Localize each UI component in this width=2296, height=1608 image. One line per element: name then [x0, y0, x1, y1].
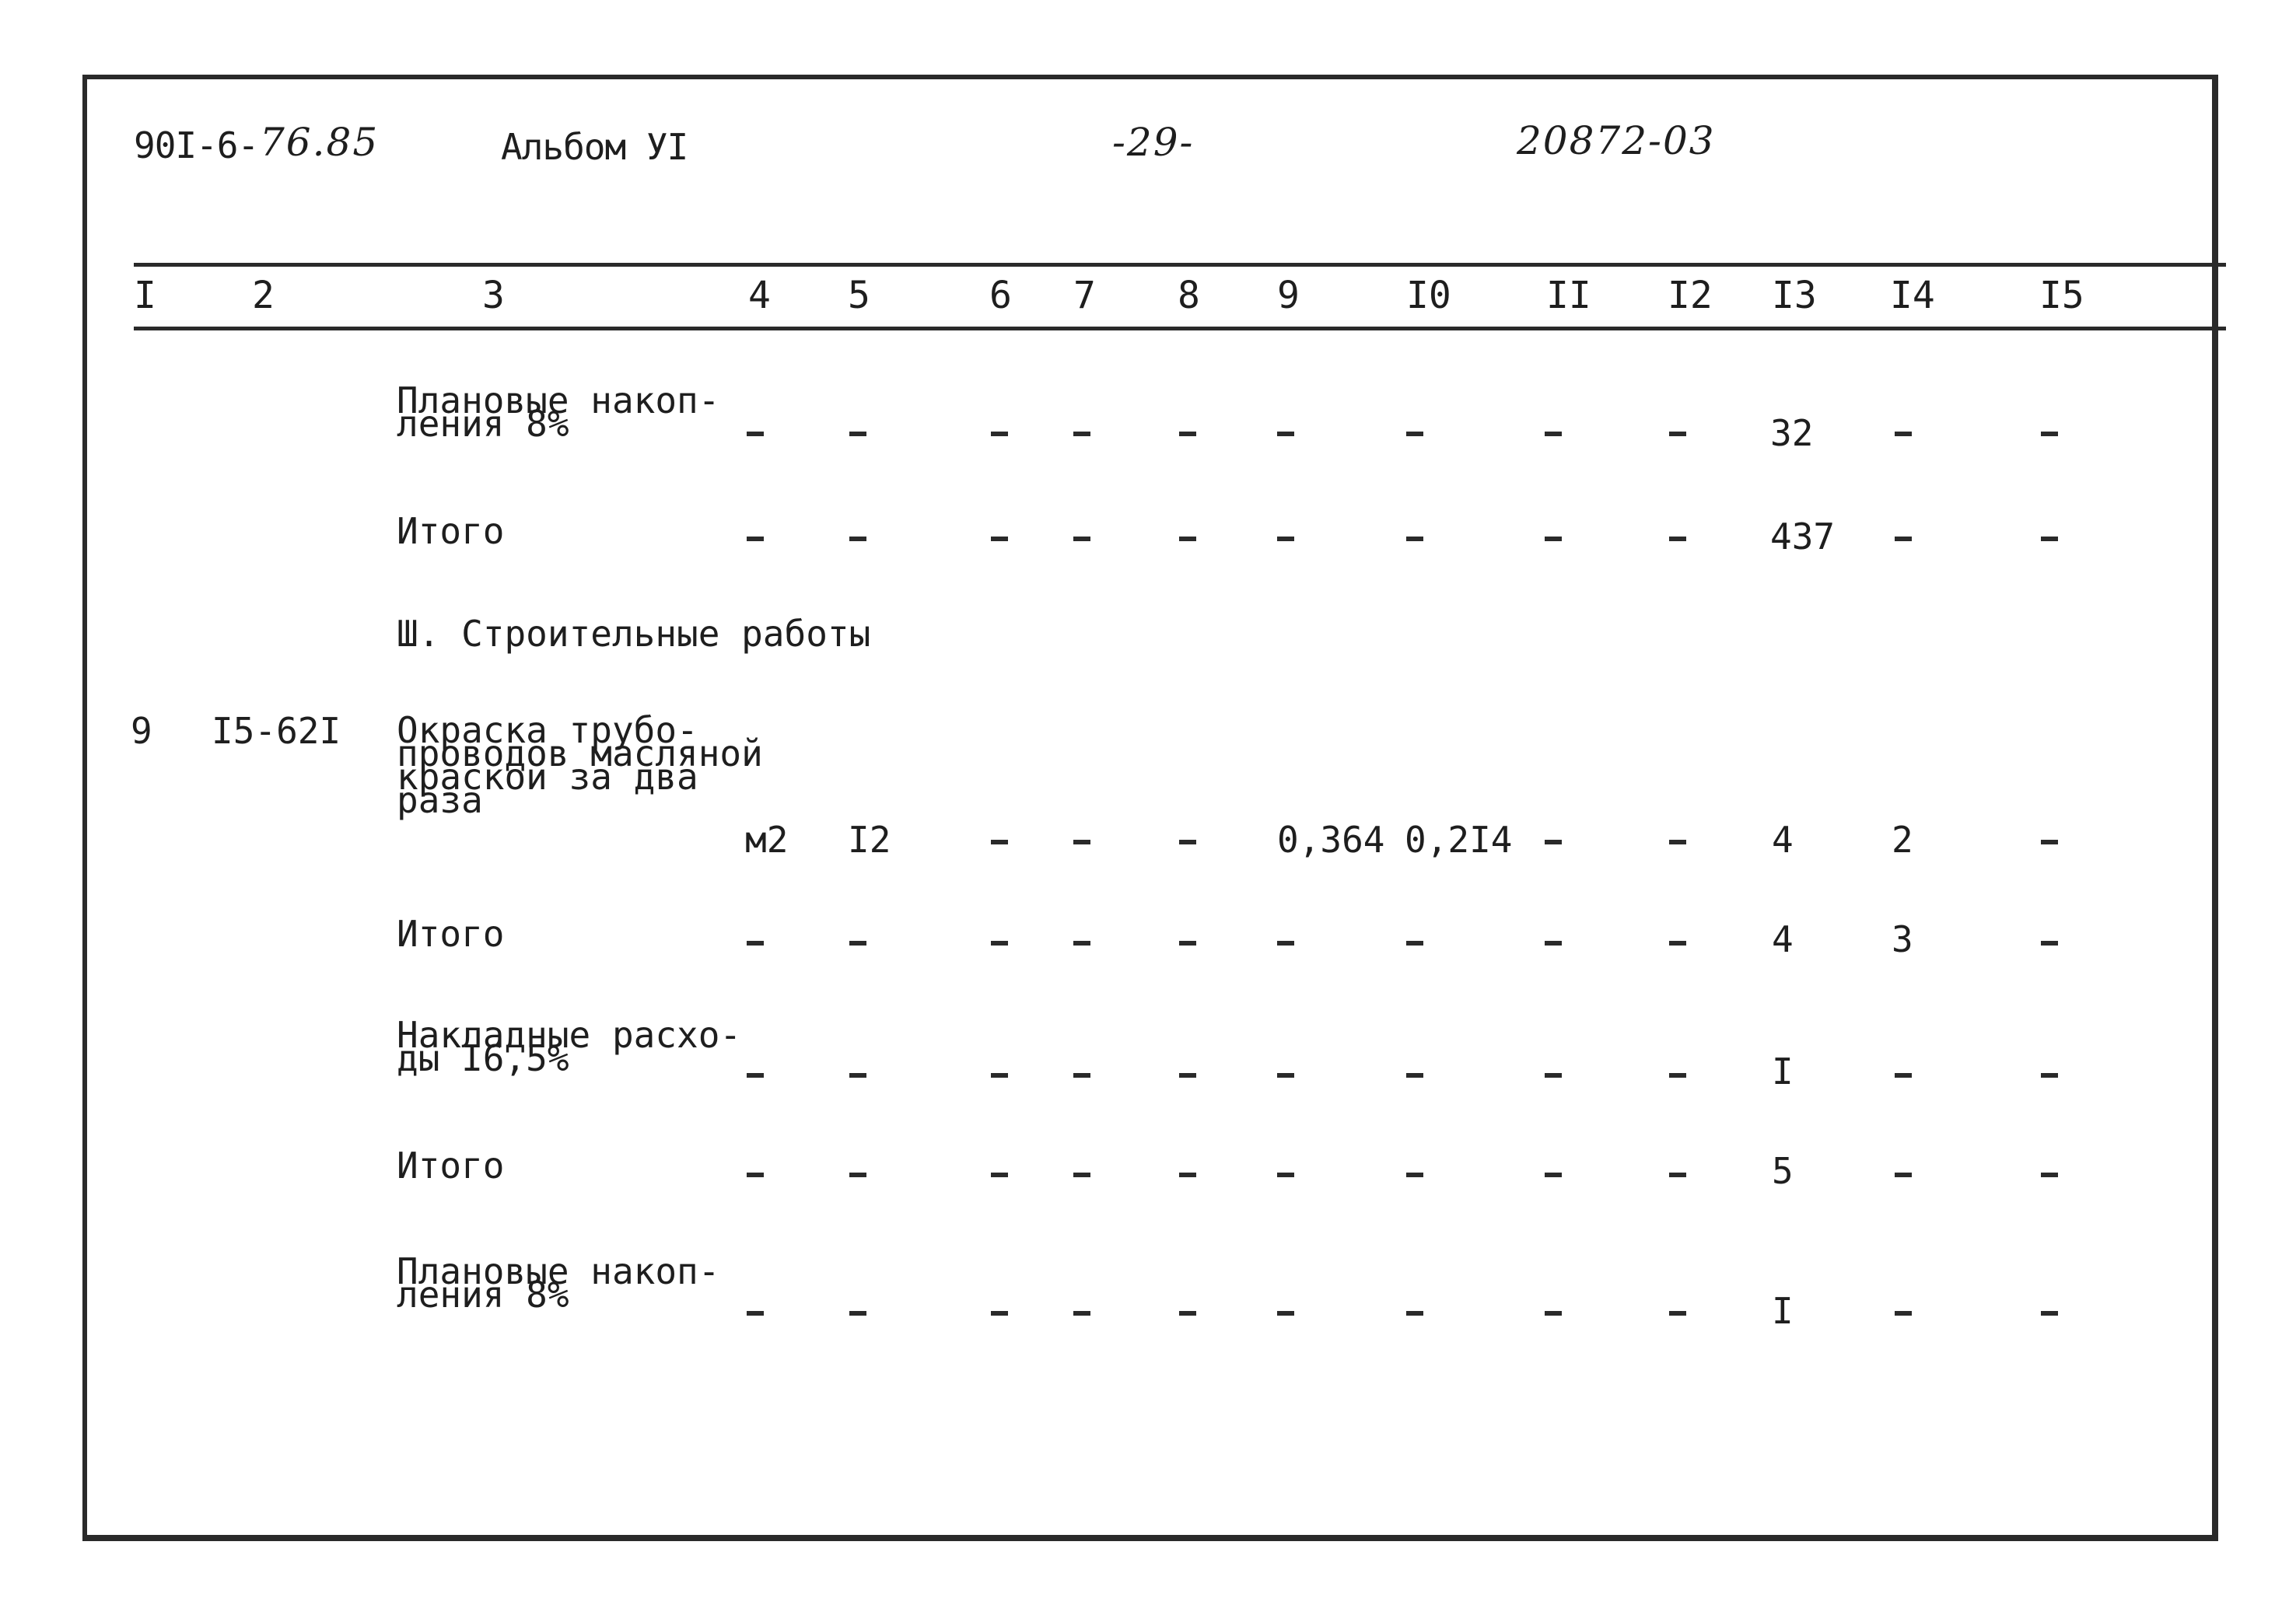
empty-cell-dash [991, 432, 1008, 436]
column-header: II [1546, 274, 1591, 317]
empty-cell-dash [991, 1173, 1008, 1177]
empty-cell-dash [747, 432, 764, 436]
empty-cell-dash [1073, 1173, 1090, 1177]
empty-cell-dash [1406, 1173, 1423, 1177]
empty-cell-dash [1277, 537, 1294, 541]
cell-quantity: I2 [848, 819, 891, 861]
column-header: I [134, 274, 156, 317]
empty-cell-dash [991, 1073, 1008, 1078]
empty-cell-dash [1669, 1073, 1686, 1078]
empty-cell-dash [747, 941, 764, 946]
empty-cell-dash [1179, 840, 1196, 844]
empty-cell-dash [1669, 1173, 1686, 1177]
column-header: I4 [1890, 274, 1935, 317]
column-header: 9 [1277, 274, 1300, 317]
row-description: Плановые накоп- ления 8% [397, 1250, 720, 1316]
empty-cell-dash [1179, 432, 1196, 436]
empty-cell-dash [1073, 941, 1090, 946]
empty-cell-dash [1545, 1073, 1562, 1078]
cell-col10: 0,2I4 [1405, 819, 1513, 861]
empty-cell-dash [747, 1073, 764, 1078]
cell-col13: I [1772, 1290, 1794, 1332]
column-header: 8 [1178, 274, 1200, 317]
cell-col13: 437 [1770, 516, 1836, 558]
column-header: 4 [748, 274, 771, 317]
cell-col13: 4 [1772, 819, 1794, 861]
column-header: 7 [1073, 274, 1096, 317]
empty-cell-dash [747, 1311, 764, 1316]
empty-cell-dash [849, 941, 866, 946]
empty-cell-dash [747, 1173, 764, 1177]
empty-cell-dash [1277, 1073, 1294, 1078]
empty-cell-dash [1545, 941, 1562, 946]
empty-cell-dash [1179, 941, 1196, 946]
column-header: 3 [482, 274, 505, 317]
empty-cell-dash [2041, 1073, 2058, 1078]
column-header: 2 [252, 274, 275, 317]
row-description: Итого [397, 1145, 505, 1187]
empty-cell-dash [1073, 537, 1090, 541]
empty-cell-dash [1179, 537, 1196, 541]
empty-cell-dash [1669, 432, 1686, 436]
column-header: I0 [1406, 274, 1451, 317]
empty-cell-dash [1073, 1073, 1090, 1078]
empty-cell-dash [2041, 840, 2058, 844]
cell-unit: м2 [745, 819, 789, 861]
empty-cell-dash [2041, 1173, 2058, 1177]
empty-cell-dash [2041, 432, 2058, 436]
project-number: 20872-03 [1517, 118, 1716, 163]
empty-cell-dash [1277, 1311, 1294, 1316]
row-number: 9 [131, 710, 152, 752]
empty-cell-dash [849, 1073, 866, 1078]
empty-cell-dash [849, 537, 866, 541]
empty-cell-dash [991, 941, 1008, 946]
empty-cell-dash [2041, 1311, 2058, 1316]
empty-cell-dash [1179, 1311, 1196, 1316]
column-header: 6 [989, 274, 1012, 317]
empty-cell-dash [747, 537, 764, 541]
album-label: Альбом УI [501, 126, 688, 168]
empty-cell-dash [1895, 1173, 1912, 1177]
empty-cell-dash [1073, 1311, 1090, 1316]
empty-cell-dash [849, 1311, 866, 1316]
page-number: -29- [1112, 120, 1195, 165]
cell-col14: 2 [1892, 819, 1913, 861]
empty-cell-dash [1277, 432, 1294, 436]
empty-cell-dash [1895, 432, 1912, 436]
empty-cell-dash [1895, 1073, 1912, 1078]
cell-col13: 5 [1772, 1150, 1794, 1192]
empty-cell-dash [1073, 432, 1090, 436]
empty-cell-dash [2041, 537, 2058, 541]
empty-cell-dash [1545, 1173, 1562, 1177]
doc-code-handwritten: 76.85 [260, 120, 380, 165]
empty-cell-dash [1406, 941, 1423, 946]
header-rule-bottom [134, 327, 2226, 330]
empty-cell-dash [1669, 1311, 1686, 1316]
empty-cell-dash [1179, 1073, 1196, 1078]
row-description: Окраска трубо- проводов масляной краской за два раза [397, 709, 763, 821]
row-description: Накладные расхо- ды I6,5% [397, 1014, 742, 1079]
empty-cell-dash [849, 432, 866, 436]
cell-col13: I [1772, 1050, 1794, 1092]
empty-cell-dash [1669, 941, 1686, 946]
empty-cell-dash [1669, 537, 1686, 541]
empty-cell-dash [2041, 941, 2058, 946]
empty-cell-dash [991, 537, 1008, 541]
empty-cell-dash [1179, 1173, 1196, 1177]
empty-cell-dash [1669, 840, 1686, 844]
cell-col13: 32 [1770, 412, 1814, 454]
empty-cell-dash [1277, 941, 1294, 946]
row-description: Итого [397, 510, 505, 552]
cell-col13: 4 [1772, 918, 1794, 960]
empty-cell-dash [1545, 840, 1562, 844]
empty-cell-dash [1406, 1311, 1423, 1316]
empty-cell-dash [1406, 537, 1423, 541]
doc-code: 90I-6- [134, 124, 259, 166]
row-description: Плановые накоп- ления 8% [397, 379, 720, 445]
empty-cell-dash [1545, 1311, 1562, 1316]
empty-cell-dash [1277, 1173, 1294, 1177]
section-heading: Ш. Строительные работы [397, 613, 871, 655]
empty-cell-dash [849, 1173, 866, 1177]
column-header: I3 [1772, 274, 1817, 317]
empty-cell-dash [1406, 1073, 1423, 1078]
empty-cell-dash [991, 1311, 1008, 1316]
column-header: I5 [2039, 274, 2084, 317]
empty-cell-dash [1545, 432, 1562, 436]
empty-cell-dash [991, 840, 1008, 844]
empty-cell-dash [1895, 1311, 1912, 1316]
header-rule-top [134, 263, 2226, 267]
row-description: Итого [397, 913, 505, 955]
cell-col9: 0,364 [1277, 819, 1385, 861]
row-code: I5-62I [212, 710, 341, 752]
empty-cell-dash [1895, 537, 1912, 541]
empty-cell-dash [1406, 432, 1423, 436]
cell-col14: 3 [1892, 918, 1913, 960]
column-header: I2 [1668, 274, 1713, 317]
column-header: 5 [848, 274, 870, 317]
empty-cell-dash [1545, 537, 1562, 541]
empty-cell-dash [1073, 840, 1090, 844]
